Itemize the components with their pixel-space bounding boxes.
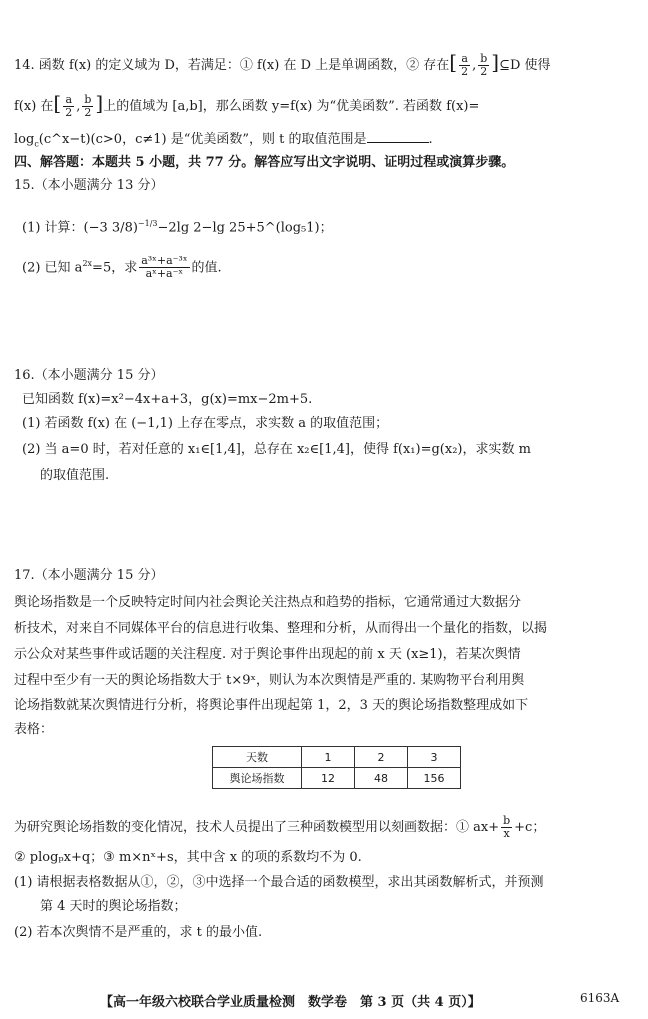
q15-fraction: $\frac{\text{a³ˣ+a⁻³ˣ}}{\text{aˣ+a⁻ˣ}}$ bbox=[141, 254, 188, 281]
table-cell: 2 bbox=[355, 747, 408, 768]
q15-part2: (2) 已知 $a^{2x}=5$，求 $\frac{\text{a³ˣ+a⁻³ˣ}}{\text{aˣ+a⁻ˣ}}$ 的值. bbox=[22, 254, 222, 281]
q17-models: 为研究舆论场指数的变化情况，技术人员提出了三种函数模型用以刻画数据：① ax+ $\frac{b}{x}$ +c； bbox=[14, 814, 546, 840]
q17-models-line2: ② plogₚx+q；③ m×nˣ+s，其中含 x 的项的系数均不为 0. bbox=[14, 850, 362, 865]
interval-frac-b: $\frac{b}{2}$ bbox=[480, 52, 488, 78]
table-cell: 48 bbox=[355, 768, 408, 789]
answer-blank bbox=[367, 128, 429, 143]
index-table bbox=[212, 746, 461, 789]
table-cell: 3 bbox=[408, 747, 461, 768]
table-cell: 1 bbox=[302, 747, 355, 768]
q17-title: 17.（本小题满分 15 分） bbox=[14, 568, 164, 583]
table-cell: 156 bbox=[408, 768, 461, 789]
q16-given: 已知函数 f(x)=x²−4x+a+3，g(x)=mx−2m+5. bbox=[22, 392, 313, 407]
q15-title: 15.（本小题满分 13 分） bbox=[14, 178, 164, 193]
table-cell: 12 bbox=[302, 768, 355, 789]
q17-fraction: $\frac{b}{x}$ bbox=[503, 814, 511, 840]
interval-frac-a2: $\frac{a}{2}$ bbox=[65, 93, 73, 119]
q16-part2: (2) 当 a=0 时，若对任意的 x₁∈[1,4]，总存在 x₂∈[1,4]，使得 f(x₁)=g(x₂)，求实数 m bbox=[22, 442, 531, 457]
q14-line2: f(x) 在[ $\frac{a}{2}$ , $\frac{b}{2}$ ]上的值域为 [a,b]，那么函数 y=f(x) 为“优美函数”. 若函数 f(x)= bbox=[14, 91, 480, 119]
q17-para-0: 舆论场指数是一个反映特定时间内社会舆论关注热点和趋势的指标，它通常通过大数据分 bbox=[14, 595, 522, 610]
q14-line3: $\log_c(c\^{}x-t)(c>0$，c≠1) 是“优美函数”，则 t 的取值范围是 . bbox=[14, 128, 433, 155]
q16-part2-cont: 的取值范围. bbox=[40, 468, 110, 483]
table-row bbox=[213, 747, 461, 768]
q14-line1: 14. 函数 f(x) 的定义域为 D，若满足：① f(x) 在 D 上是单调函数，② 存在[ $\frac{a}{2}$ , $\frac{b}{2}$ ]⊆D 使得 bbox=[14, 50, 551, 78]
q17-para-5: 表格： bbox=[14, 722, 54, 737]
q16-title: 16.（本小题满分 15 分） bbox=[14, 368, 164, 383]
q16-part1: (1) 若函数 f(x) 在 (−1,1) 上存在零点，求实数 a 的取值范围； bbox=[22, 416, 389, 431]
table-cell: 天数 bbox=[213, 747, 302, 768]
table-row bbox=[213, 768, 461, 789]
q17-part2: (2) 若本次舆情不是严重的，求 t 的最小值. bbox=[14, 925, 263, 940]
q15-part1: (1) 计算：(−3 3/8)$^{-1/3}$−2lg 2−lg 25+5^(log₅1)； bbox=[22, 219, 333, 236]
q17-part1: (1) 请根据表格数据从①，②，③中选择一个最合适的函数模型，求出其函数解析式，并预测 bbox=[14, 875, 544, 890]
q17-para-1: 析技术，对来自不同媒体平台的信息进行收集、整理和分析，从而得出一个量化的指数，以揭 bbox=[14, 621, 548, 636]
q17-para-3: 过程中至少有一天的舆论场指数大于 t×9ˣ，则认为本次舆情是严重的. 某购物平台利用舆 bbox=[14, 673, 525, 688]
q17-para-2: 示公众对某些事件或话题的关注程度. 对于舆论事件出现起的前 x 天 (x≥1)，若某次舆情 bbox=[14, 647, 521, 662]
q14-line1-text: 14. 函数 f(x) 的定义域为 D，若满足：① f(x) 在 D 上是单调函数，② 存在 bbox=[14, 58, 450, 73]
interval-frac-a: $\frac{a}{2}$ bbox=[461, 52, 469, 78]
paper-code: 6163A bbox=[580, 991, 620, 1005]
section-heading: 四、解答题：本题共 5 小题，共 77 分。解答应写出文字说明、证明过程或演算步骤。 bbox=[14, 155, 515, 170]
q17-para-4: 论场指数就某次舆情进行分析，将舆论事件出现起第 1，2，3 天的舆论场指数整理成如下 bbox=[14, 698, 529, 713]
page-footer: 【高一年级六校联合学业质量检测 数学卷 第 3 页（共 4 页）】 bbox=[100, 995, 481, 1010]
q17-part1-cont: 第 4 天时的舆论场指数； bbox=[40, 899, 187, 914]
interval-frac-b2: $\frac{b}{2}$ bbox=[84, 93, 92, 119]
table-cell: 舆论场指数 bbox=[213, 768, 302, 789]
